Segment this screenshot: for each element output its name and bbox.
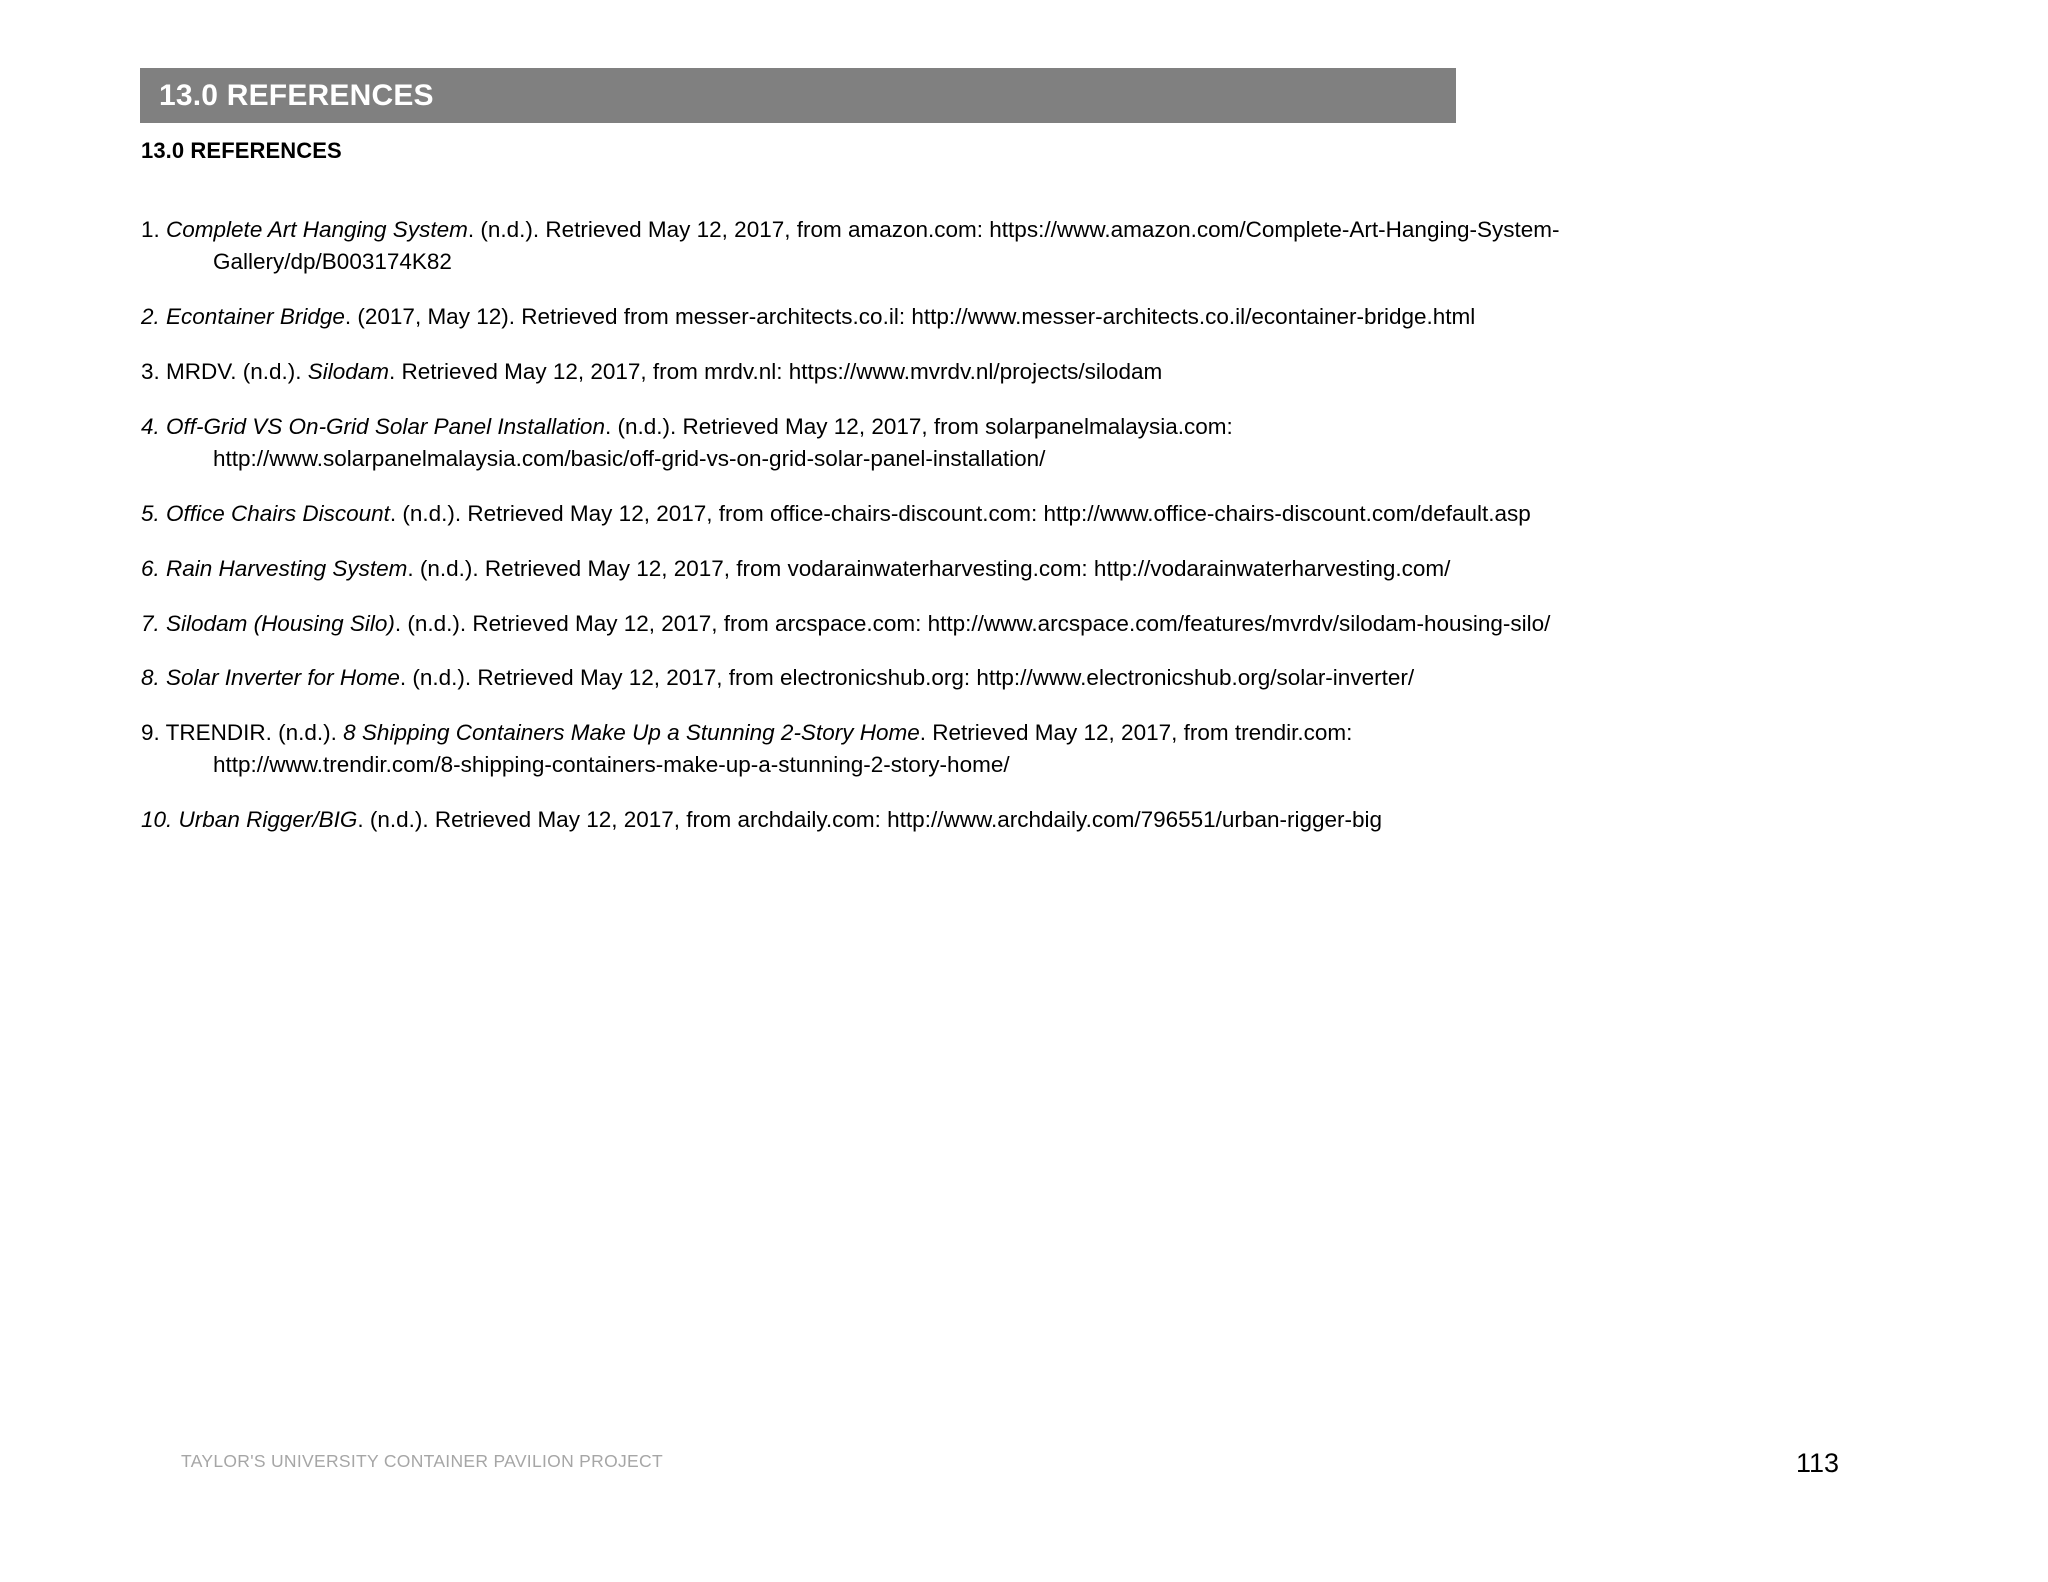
footer-project-label: TAYLOR'S UNIVERSITY CONTAINER PAVILION PROJECT xyxy=(181,1451,663,1471)
reference-item xyxy=(141,214,1931,278)
reference-number: 6. xyxy=(141,555,160,581)
reference-line-primary xyxy=(141,717,1931,749)
banner-title: 13.0 REFERENCES xyxy=(159,78,434,112)
reference-line-primary xyxy=(141,411,1931,443)
reference-author: MRDV. (n.d.). xyxy=(166,358,308,384)
reference-title: Silodam (Housing Silo) xyxy=(166,610,395,636)
reference-number: 2. xyxy=(141,303,160,329)
reference-details: . (n.d.). Retrieved May 12, 2017, from solarpanelmalaysia.com: xyxy=(604,413,1233,439)
reference-number: 8. xyxy=(141,665,160,691)
reference-line-primary xyxy=(141,608,1931,640)
reference-list xyxy=(141,214,1931,859)
reference-line-continuation: http://www.trendir.com/8-shipping-containers-make-up-a-stunning-2-story-home/ xyxy=(213,752,1010,778)
page-number: 113 xyxy=(1796,1448,1840,1478)
reference-details: . (n.d.). Retrieved May 12, 2017, from vodarainwaterharvesting.com: http://vodarainwaterharvesting.com/ xyxy=(407,555,1451,581)
reference-item xyxy=(141,498,1931,530)
reference-line-primary xyxy=(141,498,1931,530)
reference-details: . (n.d.). Retrieved May 12, 2017, from amazon.com: https://www.amazon.com/Complete-Art-Hanging-System- xyxy=(467,217,1560,242)
reference-title: Off-Grid VS On-Grid Solar Panel Installation xyxy=(166,413,605,439)
reference-line-primary xyxy=(141,301,1931,333)
reference-details: . (n.d.). Retrieved May 12, 2017, from office-chairs-discount.com: http://www.office-chairs-discount.com/default.asp xyxy=(389,500,1531,526)
reference-number: 3. xyxy=(141,358,160,384)
reference-title: Econtainer Bridge xyxy=(166,303,345,329)
reference-line-primary xyxy=(141,214,1931,246)
reference-number: 10. xyxy=(141,807,173,833)
reference-line-continuation: http://www.solarpanelmalaysia.com/basic/off-grid-vs-on-grid-solar-panel-installation/ xyxy=(213,445,1046,471)
reference-details: . (2017, May 12). Retrieved from messer-architects.co.il: http://www.messer-architects.co.il/econtainer-bridge.html xyxy=(344,303,1476,329)
reference-title: Rain Harvesting System xyxy=(166,555,408,581)
reference-title: Urban Rigger/BIG xyxy=(178,807,358,833)
reference-author: TRENDIR. (n.d.). xyxy=(165,720,344,746)
reference-title: Complete Art Hanging System xyxy=(166,217,468,242)
reference-title: Office Chairs Discount xyxy=(166,500,390,526)
reference-details: . (n.d.). Retrieved May 12, 2017, from arcspace.com: http://www.arcspace.com/features/mvrdv/silodam-housing-silo/ xyxy=(394,610,1551,636)
reference-number: 1. xyxy=(141,217,160,242)
reference-title: Silodam xyxy=(307,358,390,384)
reference-details: . Retrieved May 12, 2017, from trendir.com: xyxy=(919,720,1353,746)
reference-title: Solar Inverter for Home xyxy=(166,665,400,691)
reference-item xyxy=(141,411,1931,475)
reference-item xyxy=(141,804,1931,836)
reference-item xyxy=(141,608,1931,640)
reference-number: 5. xyxy=(141,500,160,526)
section-banner xyxy=(140,68,1456,123)
reference-line-primary xyxy=(141,553,1931,585)
reference-line-primary xyxy=(141,662,1931,694)
reference-item xyxy=(141,662,1931,694)
reference-item xyxy=(141,553,1931,585)
reference-line-continuation: Gallery/dp/B003174K82 xyxy=(213,248,452,274)
reference-item xyxy=(141,356,1931,388)
reference-title: 8 Shipping Containers Make Up a Stunning 2-Story Home xyxy=(343,720,920,746)
reference-number: 7. xyxy=(141,610,160,636)
reference-details: . (n.d.). Retrieved May 12, 2017, from archdaily.com: http://www.archdaily.com/796551/urban-rigger-big xyxy=(357,807,1383,833)
reference-item xyxy=(141,717,1931,781)
reference-number: 4. xyxy=(141,413,160,439)
reference-number: 9. xyxy=(141,720,160,746)
reference-item xyxy=(141,301,1931,333)
page-title: 13.0 REFERENCES xyxy=(141,138,342,163)
reference-details: . Retrieved May 12, 2017, from mrdv.nl: https://www.mvrdv.nl/projects/silodam xyxy=(389,358,1163,384)
reference-details: . (n.d.). Retrieved May 12, 2017, from electronicshub.org: http://www.electronicshub.org/solar-inverter/ xyxy=(399,665,1415,691)
reference-line-primary xyxy=(141,804,1931,836)
reference-line-primary xyxy=(141,356,1931,388)
